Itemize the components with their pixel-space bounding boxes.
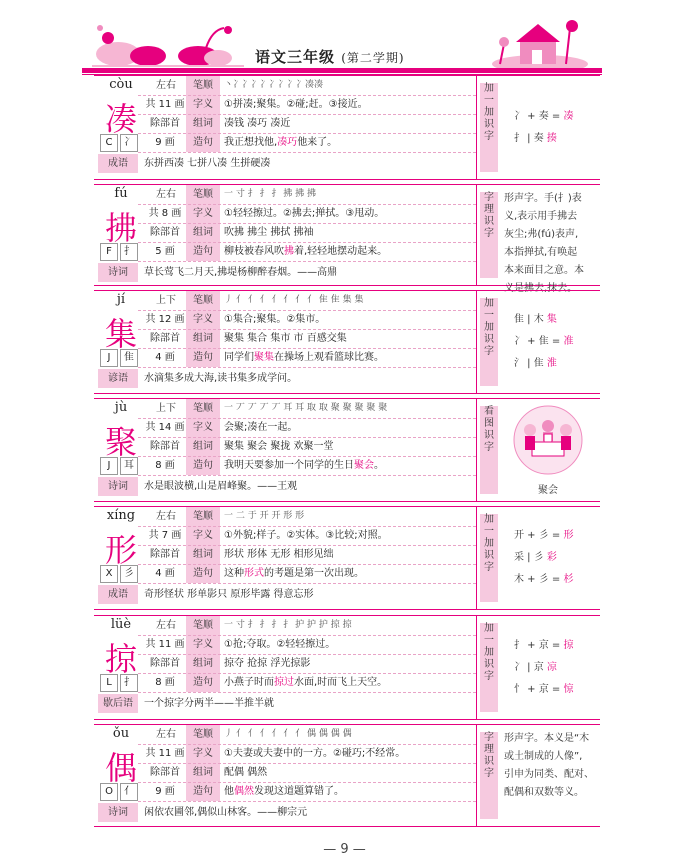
pinyin: jí (116, 292, 126, 307)
label-radical: 除部首 (150, 441, 180, 452)
row-separator (138, 367, 476, 368)
formula-parts: 木 + 彡 = (514, 574, 561, 585)
title-main: 语文三年级 (255, 48, 336, 66)
extra-label: 歇后语 (98, 694, 138, 713)
sentence-end: 发现这道题算错了。 (254, 786, 344, 797)
row-separator (138, 526, 476, 527)
explanation-line: 配偶和双数等义。 (504, 787, 584, 798)
stroke-order: 一 寸 扌 扌 扌 拂 拂 拂 (224, 189, 317, 199)
row-separator (138, 475, 476, 476)
label-words: 组词 (186, 114, 220, 133)
label-sentence: 造句 (186, 242, 220, 261)
side-label (480, 623, 498, 712)
main-character: 集 (104, 315, 137, 353)
row-separator (138, 223, 476, 224)
illustration-caption: 聚会 (538, 485, 558, 496)
label-stroke-order: 笔顺 (186, 185, 220, 204)
example-sentence (224, 782, 474, 801)
label-stroke-order: 笔顺 (186, 507, 220, 526)
side-formula-list (514, 309, 598, 375)
title-subtitle: (第二学期) (341, 51, 405, 65)
sentence-end: 在操场上观看篮球比赛。 (274, 352, 384, 363)
label-radical: 除部首 (150, 549, 180, 560)
row-separator (138, 456, 476, 457)
formula-result: 彩 (546, 552, 557, 563)
formula-row (514, 679, 598, 701)
sentence-end: 着,轻轻地摆动起来。 (294, 246, 388, 257)
label-sentence: 造句 (186, 456, 220, 475)
formula-result: 凉 (546, 661, 557, 673)
row-separator (138, 261, 476, 262)
side-label-char: 理 (484, 204, 494, 215)
row-separator (138, 744, 476, 745)
radical: 扌 (120, 243, 138, 261)
pinyin: ǒu (112, 726, 130, 741)
extra-label: 诗词 (98, 263, 138, 282)
label-meaning: 字义 (186, 310, 220, 329)
label-words: 组词 (186, 329, 220, 348)
gathering-illustration-icon (510, 404, 586, 476)
entry-divider (476, 615, 477, 720)
main-character: 形 (104, 531, 137, 569)
entry-divider (476, 184, 477, 286)
radical-strokes: 9 画 (155, 137, 175, 148)
side-label-char: 一 (484, 310, 494, 321)
meaning: ①轻轻擦过。②拂去;掸拭。③甩动。 (224, 208, 385, 219)
side-label-char: 看 (484, 406, 494, 417)
structure: 上下 (156, 295, 176, 306)
pinyin: jù (114, 400, 128, 415)
row-separator (138, 801, 476, 802)
side-label-char: 加 (484, 623, 494, 634)
formula-parts: 扌 | 奏 (514, 132, 544, 144)
row-separator (138, 583, 476, 584)
character-entry (94, 290, 600, 394)
label-meaning: 字义 (186, 526, 220, 545)
formula-parts: 氵 | 隹 (514, 358, 544, 369)
radical-strokes: 5 画 (155, 246, 175, 257)
side-label-char: 识 (484, 334, 494, 345)
side-label-char: 字 (484, 192, 494, 203)
formula-parts: 冫 | 京 (514, 661, 544, 673)
explanation-line: 形声字。本义是“木 (504, 733, 590, 744)
explanation-line: 义,表示用手拂去 (504, 211, 578, 222)
row-separator (138, 763, 476, 764)
initial-letter: F (100, 243, 118, 261)
row-separator (138, 204, 476, 205)
stroke-total: 共 11 画 (145, 748, 185, 759)
side-explanation (504, 190, 598, 298)
extra-label: 谚语 (98, 369, 138, 388)
sentence-highlight: 凑巧 (277, 137, 298, 148)
sentence-highlight: 掠过 (274, 677, 294, 688)
sentence-start: 我正想找他, (224, 137, 278, 148)
stroke-total: 共 12 画 (145, 314, 185, 325)
formula-result: 准 (563, 336, 574, 347)
meaning: ①外貌;样子。②实体。③比较;对照。 (224, 530, 388, 541)
explanation-line: 或土制成的人像”, (504, 751, 583, 762)
radical: 扌 (120, 674, 138, 692)
radical-strokes: 4 画 (155, 568, 175, 579)
example-sentence (224, 673, 474, 692)
row-separator (138, 437, 476, 438)
structure: 左右 (156, 729, 176, 740)
sentence-start: 柳枝被春风吹 (224, 246, 284, 257)
formula-result: 形 (563, 530, 574, 541)
side-label-char: 字 (484, 228, 494, 239)
label-sentence: 造句 (186, 564, 220, 583)
sentence-highlight: 聚会 (354, 460, 374, 471)
side-label (480, 192, 498, 278)
side-label-char: 字 (484, 131, 494, 142)
word-list: 配偶 偶然 (224, 767, 268, 778)
formula-result: 淮 (546, 358, 557, 369)
side-label-char: 识 (484, 119, 494, 130)
structure: 左右 (156, 189, 176, 200)
radical: 耳 (120, 457, 138, 475)
label-sentence: 造句 (186, 673, 220, 692)
radical: 亻 (120, 783, 138, 801)
row-separator (138, 545, 476, 546)
row-separator (138, 242, 476, 243)
pinyin: xíng (106, 508, 136, 523)
side-label (480, 514, 498, 602)
side-label-char: 字 (484, 442, 494, 453)
radical: 冫 (120, 134, 138, 152)
radical: 彡 (120, 565, 138, 583)
row-separator (138, 95, 476, 96)
row-separator (138, 692, 476, 693)
label-stroke-order: 笔顺 (186, 76, 220, 95)
label-radical: 除部首 (150, 767, 180, 778)
formula-parts: 隹 | 木 (514, 314, 544, 325)
structure: 左右 (156, 80, 176, 91)
entry-bottom-rule (94, 179, 600, 180)
label-meaning: 字义 (186, 95, 220, 114)
side-label-char: 识 (484, 756, 494, 767)
entry-divider (476, 506, 477, 610)
label-words: 组词 (186, 437, 220, 456)
side-label-char: 一 (484, 526, 494, 537)
entry-bottom-rule (94, 826, 600, 827)
formula-result: 集 (546, 314, 557, 325)
meaning: ①集合;聚集。②集市。 (224, 314, 326, 325)
formula-row (514, 525, 598, 547)
row-separator (138, 152, 476, 153)
side-label-char: 字 (484, 732, 494, 743)
example-sentence (224, 133, 474, 152)
side-label-char: 理 (484, 744, 494, 755)
page-title (255, 46, 405, 67)
sentence-end: 。 (374, 460, 384, 471)
formula-row (514, 657, 598, 679)
extra-text: 水是眼波横,山是眉峰聚。——王观 (144, 481, 298, 492)
side-label-char: 识 (484, 430, 494, 441)
formula-parts: 采 | 彡 (514, 552, 544, 563)
meaning: 会聚;凑在一起。 (224, 422, 298, 433)
extra-label: 成语 (98, 585, 138, 604)
row-separator (138, 114, 476, 115)
formula-row (514, 353, 598, 375)
side-label-char: 字 (484, 562, 494, 573)
side-label (480, 83, 498, 172)
extra-text: 一个掠字分两半——半推半就 (144, 698, 274, 709)
row-separator (138, 418, 476, 419)
label-words: 组词 (186, 654, 220, 673)
extra-label: 成语 (98, 154, 138, 173)
sentence-start: 小燕子时而 (224, 677, 274, 688)
sentence-end: 的考题是第一次出现。 (264, 568, 364, 579)
character-entry (94, 184, 600, 294)
character-entry (94, 506, 600, 610)
label-radical: 除部首 (150, 658, 180, 669)
character-entry (94, 615, 600, 720)
row-separator (138, 310, 476, 311)
structure: 上下 (156, 403, 176, 414)
formula-row (514, 635, 598, 657)
example-sentence (224, 348, 474, 367)
pinyin: lüè (110, 617, 132, 632)
row-separator (138, 329, 476, 330)
pinyin: còu (109, 77, 133, 92)
word-list: 聚集 集合 集市 市 百感交集 (224, 333, 347, 344)
meaning: ①拼凑;聚集。②碰;赶。③接近。 (224, 99, 368, 110)
formula-result: 惊 (563, 683, 574, 695)
label-meaning: 字义 (186, 744, 220, 763)
label-radical: 除部首 (150, 333, 180, 344)
side-label (480, 406, 498, 494)
label-sentence: 造句 (186, 348, 220, 367)
radical-strokes: 8 画 (155, 677, 175, 688)
initial-letter: L (100, 674, 118, 692)
radical-strokes: 9 画 (155, 786, 175, 797)
main-character: 偶 (104, 749, 137, 787)
explanation-line: 本来面目之意。本 (504, 265, 584, 276)
extra-text: 奇形怪状 形单影只 原形毕露 得意忘形 (144, 589, 314, 600)
header-rule (82, 68, 602, 73)
initial-letter: O (100, 783, 118, 801)
radical-strokes: 8 画 (155, 460, 175, 471)
extra-text: 闲依农圃邻,偶似山林客。——柳宗元 (144, 807, 308, 818)
label-sentence: 造句 (186, 133, 220, 152)
formula-result: 杉 (563, 574, 574, 585)
stroke-total: 共 8 画 (148, 208, 182, 219)
side-explanation (504, 730, 598, 802)
sentence-start: 这种 (224, 568, 244, 579)
formula-parts: 忄 + 京 = (514, 683, 561, 695)
extra-label: 诗词 (98, 477, 138, 496)
side-label-char: 识 (484, 216, 494, 227)
initial-letter: X (100, 565, 118, 583)
formula-parts: 冫 + 隹 = (514, 336, 561, 347)
explanation-line: 灰尘;弗(fú)表声, (504, 229, 579, 240)
sentence-end: 他来了。 (297, 137, 338, 148)
word-list: 掠夺 抢掠 浮光掠影 (224, 658, 311, 669)
explanation-line: 引申为同类、配对、 (504, 769, 594, 780)
side-label-char: 一 (484, 635, 494, 646)
row-separator (138, 782, 476, 783)
side-label-char: 字 (484, 671, 494, 682)
side-formula-list (514, 525, 598, 591)
side-label (480, 298, 498, 386)
example-sentence (224, 242, 474, 261)
sentence-end: 水面,时而飞上天空。 (294, 677, 388, 688)
side-label-char: 识 (484, 550, 494, 561)
stroke-total: 共 7 画 (148, 530, 182, 541)
label-words: 组词 (186, 223, 220, 242)
side-formula-list (514, 635, 598, 701)
label-stroke-order: 笔顺 (186, 399, 220, 418)
main-character: 拂 (104, 209, 137, 247)
side-label-char: 加 (484, 322, 494, 333)
stroke-order: 丿 亻 亻 亻 亻 亻 亻 偶 偶 偶 偶 (224, 729, 352, 739)
character-entry (94, 398, 600, 502)
stroke-order: 丶冫冫冫冫冫冫冫冫凑凑 (224, 80, 324, 90)
side-label (480, 732, 498, 819)
word-list: 吹拂 拂尘 拂拭 拂袖 (224, 227, 314, 238)
label-words: 组词 (186, 545, 220, 564)
row-separator (138, 133, 476, 134)
label-stroke-order: 笔顺 (186, 291, 220, 310)
label-words: 组词 (186, 763, 220, 782)
explanation-line: 义是拂去,抹去。 (504, 283, 578, 294)
label-stroke-order: 笔顺 (186, 616, 220, 635)
side-label-char: 加 (484, 83, 494, 94)
side-formula-list (514, 106, 598, 150)
house-decoration-icon (490, 14, 590, 72)
stroke-total: 共 11 画 (145, 639, 185, 650)
label-meaning: 字义 (186, 635, 220, 654)
side-label-char: 图 (484, 418, 494, 429)
formula-parts: 扌 + 京 = (514, 639, 561, 651)
formula-result: 揍 (546, 132, 557, 144)
sentence-start: 同学们 (224, 352, 254, 363)
meaning: ①抢;夺取。②轻轻擦过。 (224, 639, 336, 650)
structure: 左右 (156, 511, 176, 522)
meaning: ①夫妻或夫妻中的一方。②碰巧;不经常。 (224, 748, 406, 759)
explanation-line: 形声字。手(扌)表 (504, 193, 582, 204)
word-list: 凑钱 凑巧 凑近 (224, 118, 291, 129)
entry-divider (476, 724, 477, 827)
stroke-order: 一 二 于 开 开 形 形 (224, 511, 305, 521)
word-list: 形状 形体 无形 相形见绌 (224, 549, 334, 560)
flower-decoration-icon (88, 18, 248, 68)
character-entry (94, 75, 600, 180)
pinyin: fú (114, 186, 128, 201)
side-label-char: 一 (484, 95, 494, 106)
example-sentence (224, 456, 474, 475)
entry-divider (476, 398, 477, 502)
structure: 左右 (156, 620, 176, 631)
radical-strokes: 4 画 (155, 352, 175, 363)
sentence-highlight: 偶然 (234, 786, 254, 797)
sentence-start: 我明天要参加一个同学的生日 (224, 460, 354, 471)
formula-parts: 开 + 彡 = (514, 530, 561, 541)
side-label-char: 识 (484, 659, 494, 670)
main-character: 聚 (104, 423, 137, 461)
stroke-order: 一 寸 扌 扌 扌 扌 护 护 护 掠 掠 (224, 620, 352, 630)
extra-text: 草长莺飞二月天,拂堤杨柳醉春烟。——高鼎 (144, 267, 338, 278)
initial-letter: J (100, 457, 118, 475)
stroke-order: 丿 亻 亻 亻 亻 亻 亻 亻 隹 隹 集 集 (224, 295, 364, 305)
stroke-total: 共 14 画 (145, 422, 185, 433)
formula-parts: 冫 + 奏 = (514, 110, 561, 122)
extra-text: 东拼西凑 七拼八凑 生拼硬凑 (144, 158, 271, 169)
label-radical: 除部首 (150, 118, 180, 129)
side-label-char: 加 (484, 298, 494, 309)
formula-row (514, 569, 598, 591)
main-character: 掠 (104, 640, 137, 678)
extra-text: 水滴集多成大海,读书集多成学问。 (144, 373, 298, 384)
entry-bottom-rule (94, 393, 600, 394)
formula-row (514, 309, 598, 331)
side-label-char: 字 (484, 346, 494, 357)
side-label-char: 加 (484, 647, 494, 658)
row-separator (138, 348, 476, 349)
sentence-highlight: 拂 (284, 246, 294, 257)
sentence-highlight: 形式 (244, 568, 264, 579)
side-label-char: 字 (484, 768, 494, 779)
label-meaning: 字义 (186, 418, 220, 437)
formula-row (514, 547, 598, 569)
entry-bottom-rule (94, 609, 600, 610)
stroke-total: 共 11 画 (145, 99, 185, 110)
formula-row (514, 128, 598, 150)
explanation-line: 本指掸拭,有唤起 (504, 247, 578, 258)
radical: 隹 (120, 349, 138, 367)
word-list: 聚集 聚会 聚拢 欢聚一堂 (224, 441, 334, 452)
entry-bottom-rule (94, 501, 600, 502)
main-character: 凑 (104, 100, 137, 138)
label-sentence: 造句 (186, 782, 220, 801)
row-separator (138, 635, 476, 636)
formula-row (514, 331, 598, 353)
side-label-char: 加 (484, 538, 494, 549)
example-sentence (224, 564, 474, 583)
stroke-order: 一 丆 丆 丆 丆 耳 耳 取 取 聚 聚 聚 聚 聚 (224, 403, 388, 413)
sentence-highlight: 聚集 (254, 352, 274, 363)
row-separator (138, 564, 476, 565)
entry-bottom-rule (94, 719, 600, 720)
entry-divider (476, 290, 477, 394)
extra-label: 诗词 (98, 803, 138, 822)
label-stroke-order: 笔顺 (186, 725, 220, 744)
formula-result: 掠 (563, 639, 574, 651)
entry-divider (476, 75, 477, 180)
side-label-char: 加 (484, 514, 494, 525)
formula-result: 凑 (563, 110, 574, 122)
formula-row (514, 106, 598, 128)
label-meaning: 字义 (186, 204, 220, 223)
sentence-start: 他 (224, 786, 234, 797)
side-label-char: 加 (484, 107, 494, 118)
label-radical: 除部首 (150, 227, 180, 238)
initial-letter: C (100, 134, 118, 152)
page-number: — 9 — (323, 842, 366, 857)
character-entry (94, 724, 600, 827)
row-separator (138, 673, 476, 674)
row-separator (138, 654, 476, 655)
initial-letter: J (100, 349, 118, 367)
